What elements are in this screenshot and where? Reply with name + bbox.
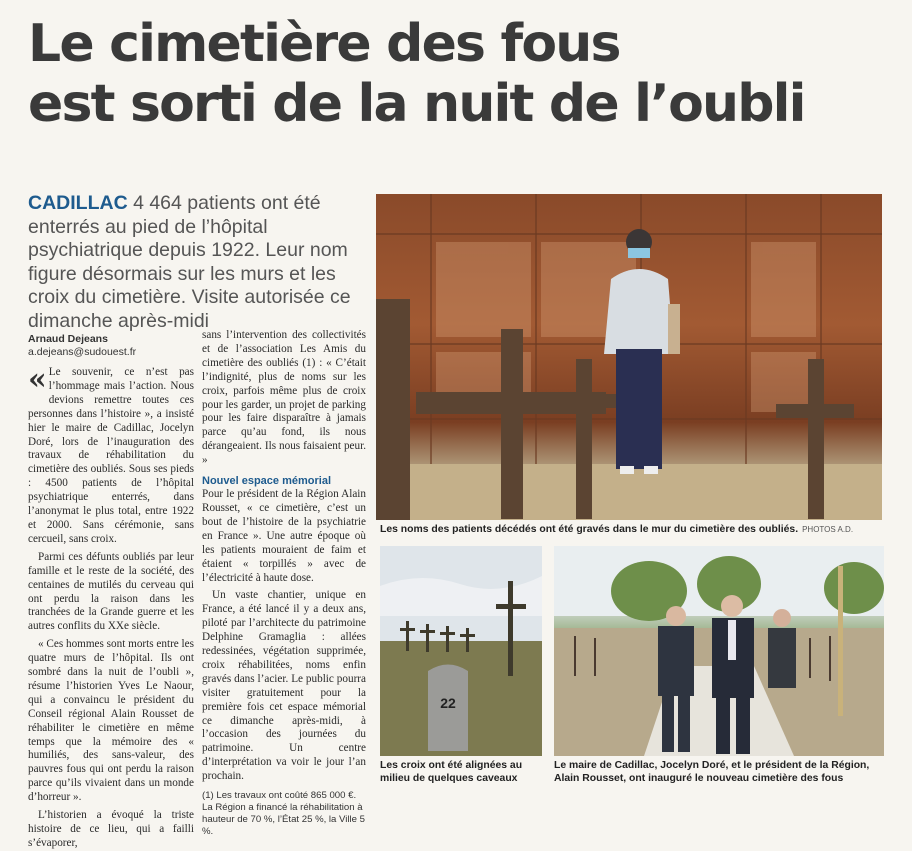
article-column-1 <box>28 362 194 849</box>
headline-line-2: est sorti de la nuit de l’oubli <box>28 74 805 134</box>
photo-memorial-wall <box>376 194 882 520</box>
byline <box>28 333 198 359</box>
article-column-2 <box>202 329 366 838</box>
article-paragraph: sans l’intervention des collectivités et de l’association Les Amis du cimetière des oubliés (1) : « C’était l’indignité, plus de noms sur les croix, parfois même plus de croix pour les garder, un projet de parking pour les faire disparaître à jamais parce qu’au fond, ils nous dérangeaient. Ils nous faisaient peur. » <box>202 329 366 467</box>
intro-chapo <box>28 192 368 333</box>
intro-city: CADILLAC <box>28 192 128 214</box>
grave-number: 22 <box>440 695 456 711</box>
byline-author: Arnaud Dejeans <box>28 333 108 345</box>
article-paragraph: « Ces hommes sont morts entre les quatre murs de l’hôpital. Ils ont sombré dans la nuit de l’oubli », résume l’historien Yves Le Naour, qui a convaincu le président du Conseil régional Alain Rousset de réhabiliter le cimetière en même temps que la mémoire des « humiliés, des sans-valeur, des pauvres fous qui ont perdu la raison parce qu’ils vivaient dans un monde d’horreur ». <box>28 638 194 804</box>
article-subhead: Nouvel espace mémorial <box>202 475 332 488</box>
intro-text: 4 464 patients ont été enterrés au pied de l’hôpital psychiatrique depuis 1922. Leur nom figure désormais sur les murs et les croix du cimetière. Visite autorisée ce dimanche après-midi <box>28 192 351 332</box>
article-paragraph: Parmi ces défunts oubliés par leur famille et le reste de la société, des centaines de mutilés du cerveau qui ont perdu la raison dans les tranchées de la Grande guerre et les autres conflits du XXe siècle. <box>28 550 194 633</box>
article-paragraph: Pour le président de la Région Alain Rousset, « ce cimetière, c’est un bout de l’histoire de la psychiatrie en France ». Une autre époque où les patients mouraient de faim et étaient « torpillés » avec de l’électricité à haute dose. <box>202 488 366 584</box>
byline-email[interactable]: a.dejeans@sudouest.fr <box>28 346 137 358</box>
headline-line-1: Le cimetière des fous <box>28 14 620 74</box>
photo-cross-rows-art <box>380 546 542 756</box>
footnote: (1) Les travaux ont coûté 865 000 €. La Région a financé la réhabilitation à hauteur de 70 %, l’État 25 %, la Ville 5 %. <box>202 790 366 838</box>
caption-memorial-wall: Les noms des patients décédés ont été gravés dans le mur du cimetière des oubliés. PHOTOS A.D. <box>380 524 854 535</box>
photo-credit: PHOTOS A.D. <box>802 525 854 534</box>
photo-inauguration <box>554 546 884 756</box>
headline <box>28 14 898 134</box>
article-paragraph: Un vaste chantier, unique en France, a été lancé il y a deux ans, piloté par l’architecte du patrimoine Delphine Gramaglia : allées redessinées, végétation supprimée, croix réhabilitées, noms enfin gravés dans l’acier. Le public pourra visiter gratuitement pour la première fois cet espace mémorial ce dimanche après-midi, à l’occasion des journées du patrimoine. Un centre d’interprétation va voir le jour l’an prochain. <box>202 589 366 783</box>
article-paragraph: « Le souvenir, ce n’est pas l’hommage mais l’action. Nous devions remettre toutes ces personnes dans l’histoire », a insisté hier le maire de Cadillac, Jocelyn Doré, lors de l’inauguration des travaux de réhabilitation du cimetière des oubliés. Sous ses pieds : 4500 patients de l’hôpital psychiatrique enterrés, dans l’anonymat le plus total, entre 1922 et 2000. Sans cérémonie, sans cercueil, sans croix. <box>28 362 194 545</box>
photo-memorial-wall-art <box>376 194 882 520</box>
caption-inauguration: Le maire de Cadillac, Jocelyn Doré, et le président de la Région, Alain Rousset, ont inauguré le nouveau cimetière des fous <box>554 760 870 784</box>
photo-cross-rows <box>380 546 542 756</box>
article-paragraph: L’historien a évoqué la triste histoire de ce lieu, qui a failli s’évaporer, <box>28 809 194 849</box>
drop-quote: « <box>28 362 47 397</box>
caption-cross-rows: Les croix ont été alignées au milieu de quelques caveaux <box>380 760 523 784</box>
photo-inauguration-art <box>554 546 884 756</box>
